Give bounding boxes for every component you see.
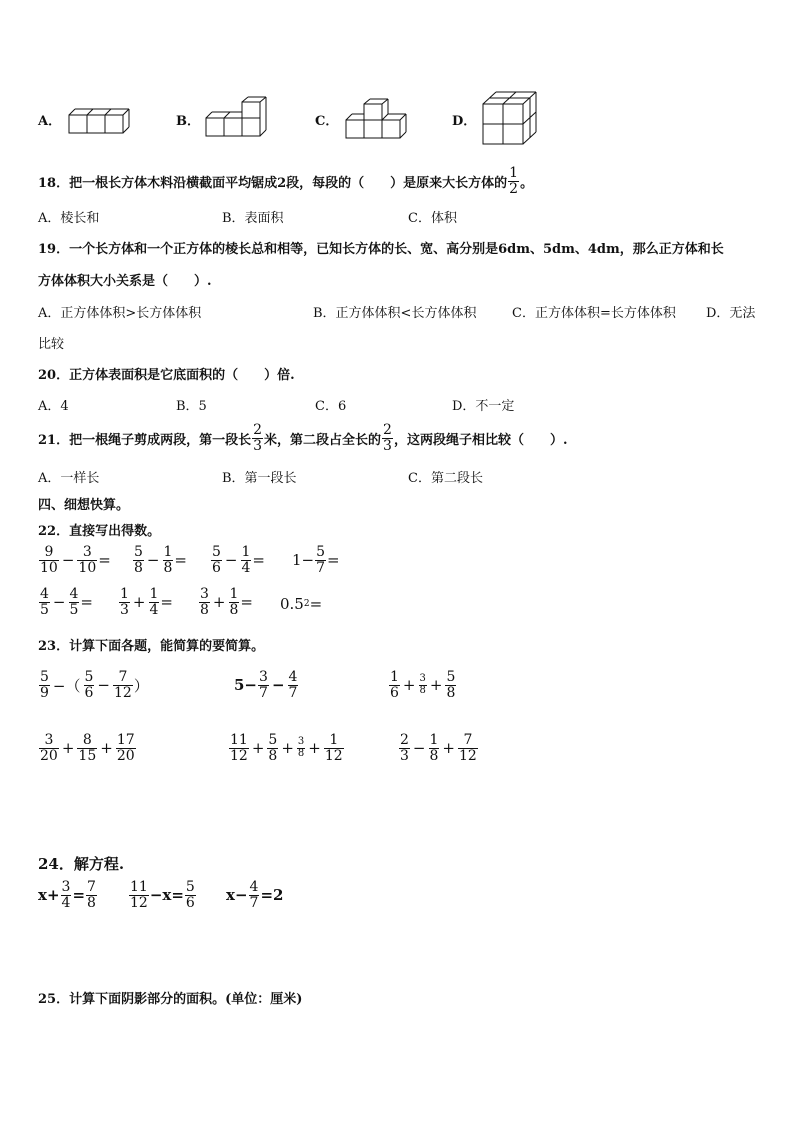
question-21	[38, 423, 567, 453]
q19-line1: 19．一个长方体和一个正方体的棱长总和相等，已知长方体的长、宽、高分别是6dm、5dm、4dm，那么正方体和长	[38, 242, 724, 257]
equals: =2	[260, 886, 284, 905]
operator: +	[442, 739, 455, 758]
equals: =	[309, 595, 323, 613]
frac-den: 4	[149, 601, 159, 618]
frac	[267, 733, 278, 763]
operator: +	[281, 739, 294, 758]
frac-den: 2	[509, 180, 519, 197]
frac-den: 7	[259, 684, 268, 701]
q24-title: 24．解方程.	[38, 855, 125, 873]
q21-frac2	[382, 423, 393, 453]
q22-r1-e4	[292, 545, 340, 575]
operator: −（	[52, 676, 81, 695]
equals: =	[80, 593, 93, 612]
frac	[129, 880, 149, 910]
frac-den: 8	[134, 559, 143, 576]
frac-num: 3	[200, 586, 209, 602]
operator: −	[146, 551, 160, 570]
equation-middle: −x=	[149, 886, 184, 905]
frac-num: 4	[69, 586, 79, 602]
frac-num: 1	[429, 732, 439, 748]
frac-num: 3	[259, 669, 268, 685]
frac-den: 20	[116, 747, 135, 764]
cube-figure-b	[205, 96, 267, 138]
frac-num: 1	[329, 732, 339, 748]
frac-num: 17	[116, 732, 135, 748]
q21-option-a: A．一样长	[38, 471, 100, 486]
q20-option-b: B．5	[176, 399, 207, 414]
frac	[77, 733, 97, 763]
q18-option-c: C．体积	[408, 211, 457, 226]
operator: +	[100, 739, 113, 758]
frac-num: 5	[446, 669, 456, 685]
frac	[211, 545, 222, 575]
operator: +	[251, 739, 265, 758]
frac	[69, 587, 80, 617]
frac-den: 8	[87, 894, 96, 911]
operator: −	[52, 593, 66, 612]
power-base: 0.5	[280, 595, 304, 613]
q23-expr-4	[38, 733, 137, 763]
q20-stem: 20．正方体表面积是它底面积的（ ）倍.	[38, 368, 295, 383]
frac	[389, 670, 400, 700]
equals: =	[160, 593, 173, 612]
cube-figure-d	[482, 90, 542, 146]
frac-num: 5	[40, 669, 49, 685]
frac-num: 11	[130, 879, 148, 895]
frac-den: 8	[419, 684, 426, 696]
q25-title: 25．计算下面阴影部分的面积。(单位：厘米)	[38, 992, 303, 1007]
frac-den: 20	[40, 747, 58, 764]
frac-num: 5	[185, 879, 195, 895]
operator: −	[97, 676, 110, 695]
frac-den: 8	[268, 747, 278, 764]
frac-num: 1	[149, 586, 159, 602]
frac-den: 8	[446, 684, 456, 701]
frac-num: 5	[84, 669, 94, 685]
frac-den: 12	[230, 747, 248, 764]
frac	[458, 733, 478, 763]
q23-expr-6	[398, 733, 479, 763]
equals: =	[174, 551, 187, 570]
variable-term: x+	[38, 886, 60, 905]
frac-den: 4	[61, 894, 71, 911]
frac	[86, 880, 97, 910]
frac	[445, 670, 456, 700]
frac	[113, 670, 133, 700]
frac-num: 5	[316, 544, 326, 560]
q18-option-b: B．表面积	[222, 211, 284, 226]
frac-den: 12	[324, 747, 343, 764]
frac-num: 4	[40, 586, 49, 602]
q20-option-d: D．不一定	[452, 399, 515, 414]
q18-stem-end: 。	[520, 175, 534, 191]
frac	[315, 545, 326, 575]
frac-den: 3	[383, 437, 392, 454]
q21-option-c: C．第二段长	[408, 471, 483, 486]
frac-num: 5	[268, 732, 278, 748]
frac-num: 3	[44, 732, 54, 748]
frac	[61, 880, 72, 910]
whole-term: 1−	[292, 551, 315, 570]
whole-term: 5−	[234, 676, 258, 695]
frac-num: 7	[87, 879, 96, 895]
q23-expr-1	[38, 670, 149, 700]
frac-num: 1	[120, 586, 129, 602]
q24-eq-2	[128, 880, 197, 910]
frac	[241, 545, 252, 575]
operator: +	[132, 593, 146, 612]
q22-r2-e1	[38, 587, 93, 617]
frac-num: 8	[82, 732, 92, 748]
frac	[288, 670, 299, 700]
q22-r1-e2	[132, 545, 187, 575]
frac	[429, 733, 440, 763]
paren-close: ）	[133, 676, 149, 695]
frac-den: 6	[185, 894, 195, 911]
question-18	[38, 166, 533, 196]
frac-num: 3	[419, 673, 426, 685]
frac	[39, 733, 59, 763]
option-b-label: B．	[176, 114, 200, 129]
frac	[229, 587, 240, 617]
frac-num: 4	[249, 879, 259, 895]
equals: =	[98, 551, 111, 570]
frac	[77, 545, 97, 575]
frac-den: 10	[78, 559, 97, 576]
frac	[419, 674, 427, 696]
frac-den: 12	[130, 894, 148, 911]
frac-den: 8	[163, 559, 173, 576]
option-a-label: A．	[38, 114, 62, 129]
frac-den: 7	[316, 559, 326, 576]
frac	[149, 587, 160, 617]
frac-num: 1	[229, 586, 239, 602]
frac	[84, 670, 95, 700]
frac	[249, 880, 260, 910]
q22-r2-e3	[198, 587, 253, 617]
equals: =	[72, 886, 86, 905]
frac-num: 1	[163, 544, 173, 560]
frac-den: 3	[400, 747, 409, 764]
frac	[119, 587, 130, 617]
q20-option-a: A．4	[38, 399, 69, 414]
frac	[39, 587, 50, 617]
q21-stem-b: 米，第二段占全长的	[264, 432, 382, 448]
q21-stem-c: ，这两段绳子相比较（ ）.	[393, 432, 568, 448]
operator: +	[308, 739, 321, 758]
frac-den: 12	[459, 747, 477, 764]
equals: =	[252, 551, 265, 570]
frac	[199, 587, 210, 617]
operator: −	[61, 551, 75, 570]
section-4-heading: 四、细想快算。	[38, 498, 130, 513]
frac-den: 7	[288, 684, 298, 701]
frac-num: 1	[390, 669, 399, 685]
frac-den: 12	[114, 684, 132, 701]
q22-title: 22．直接写出得数。	[38, 524, 161, 539]
cube-figure-c	[345, 98, 407, 140]
frac-den: 5	[69, 601, 79, 618]
q22-r2-e2	[118, 587, 173, 617]
q21-frac1	[252, 423, 263, 453]
frac-num: 5	[134, 544, 143, 560]
power-exponent: 2	[303, 599, 310, 609]
q23-expr-2	[234, 670, 299, 700]
q19-option-d-wrap: 比较	[38, 337, 65, 352]
frac-den: 8	[229, 601, 239, 618]
q19-option-b: B．正方体体积<长方体体积	[313, 306, 477, 321]
option-c-label: C．	[315, 114, 339, 129]
frac	[163, 545, 174, 575]
frac-num: 3	[61, 879, 71, 895]
variable-term: x−	[226, 886, 248, 905]
frac-den: 8	[429, 747, 439, 764]
operator: −	[412, 739, 426, 758]
frac	[39, 670, 50, 700]
frac-num: 1	[509, 165, 519, 181]
operator: +	[429, 676, 443, 695]
q22-r2-e4	[280, 595, 322, 613]
frac	[229, 733, 249, 763]
operator: +	[61, 739, 75, 758]
frac-num: 2	[253, 422, 263, 438]
operator: −	[224, 551, 238, 570]
operator: +	[402, 676, 416, 695]
q19-option-a: A．正方体体积>长方体体积	[38, 306, 202, 321]
q22-r1-e1	[38, 545, 111, 575]
equals: =	[327, 551, 340, 570]
q19-option-d: D．无法	[706, 306, 756, 321]
q23-expr-3	[388, 670, 457, 700]
operator: −	[271, 676, 285, 695]
equals: =	[240, 593, 253, 612]
frac	[324, 733, 344, 763]
frac	[133, 545, 144, 575]
frac	[39, 545, 59, 575]
frac-num: 4	[288, 669, 298, 685]
frac-num: 5	[212, 544, 221, 560]
q20-option-c: C．6	[315, 399, 347, 414]
frac-den: 4	[241, 559, 251, 576]
frac	[116, 733, 136, 763]
frac-num: 2	[400, 732, 409, 748]
q23-title: 23．计算下面各题，能简算的要简算。	[38, 639, 265, 654]
frac-num: 9	[44, 544, 54, 560]
q19-option-c: C．正方体体积=长方体体积	[512, 306, 676, 321]
frac-num: 11	[230, 732, 248, 748]
q21-stem-a: 21．把一根绳子剪成两段，第一段长	[38, 432, 252, 448]
frac-den: 3	[120, 601, 129, 618]
frac-den: 8	[200, 601, 209, 618]
frac-num: 7	[463, 732, 473, 748]
frac-den: 7	[249, 894, 259, 911]
frac-num: 3	[297, 736, 305, 748]
frac-num: 2	[383, 422, 392, 438]
q19-line2: 方体体积大小关系是（ ）.	[38, 274, 212, 289]
q21-option-b: B．第一段长	[222, 471, 297, 486]
q24-eq-1	[38, 880, 98, 910]
frac-den: 8	[297, 747, 305, 759]
frac-den: 6	[84, 684, 94, 701]
option-d-label: D．	[452, 114, 477, 129]
frac-den: 6	[390, 684, 399, 701]
q24-eq-3	[226, 880, 283, 910]
frac-den: 15	[78, 747, 97, 764]
frac-den: 3	[253, 437, 263, 454]
frac-den: 9	[40, 684, 49, 701]
frac-num: 1	[241, 544, 251, 560]
frac-den: 10	[40, 559, 58, 576]
frac-num: 3	[82, 544, 92, 560]
frac	[399, 733, 410, 763]
frac	[185, 880, 196, 910]
q23-expr-5	[228, 733, 345, 763]
q22-r1-e3	[210, 545, 265, 575]
frac-den: 6	[212, 559, 221, 576]
frac-den: 5	[40, 601, 49, 618]
q18-fraction	[508, 166, 519, 196]
frac	[258, 670, 269, 700]
frac	[297, 737, 305, 759]
q18-option-a: A．棱长和	[38, 211, 100, 226]
q18-stem: 18．把一根长方体木料沿横截面平均锯成2段，每段的（ ）是原来大长方体的	[38, 175, 508, 191]
cube-figure-a	[68, 107, 130, 135]
operator: +	[212, 593, 226, 612]
frac-num: 7	[118, 669, 128, 685]
